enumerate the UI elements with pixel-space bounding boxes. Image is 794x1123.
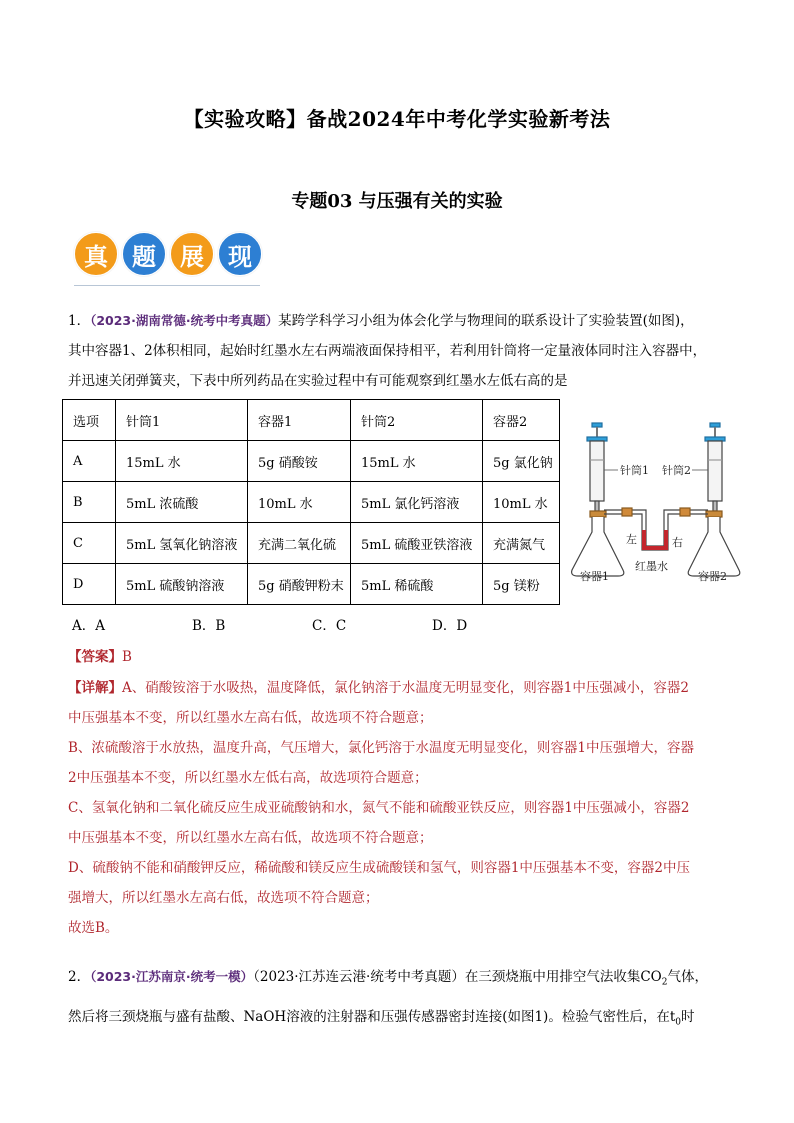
q2-stem (68, 962, 732, 1037)
banner-char-1: 真 (74, 232, 118, 276)
table-cell: 5g 镁粉 (483, 564, 560, 605)
label-syringe1: 针筒1 (620, 464, 649, 477)
q2-line2-b: 时 (681, 1008, 695, 1025)
options-table (62, 399, 560, 605)
banner-underline (74, 285, 260, 286)
table-row (63, 523, 560, 564)
banner-char-4: 现 (218, 232, 262, 276)
q1-stem-line2: 其中容器1、2体积相同，起始时红墨水左右两端液面保持相平，若利用针筒将一定量液体同时注入容器中， (68, 343, 707, 359)
detail-line: B、浓硫酸溶于水放热，温度升高，气压增大，氯化钙溶于水温度无明显变化，则容器1中压强增大，容器 (68, 740, 695, 756)
q2-stem-a: （2023·江苏连云港·统考中考真题）在三颈烧瓶中用排空气法收集 (253, 969, 641, 985)
table-cell: 充满二氧化硫 (248, 523, 351, 564)
apparatus-figure (560, 420, 760, 590)
table-cell: 充满氮气 (483, 523, 560, 564)
q1-detail (68, 673, 732, 943)
table-cell: 15mL 水 (351, 441, 483, 482)
label-syringe2: 针筒2 (662, 464, 691, 477)
table-header-cell: 针筒1 (116, 400, 248, 441)
table-row (63, 564, 560, 605)
detail-line: 中压强基本不变，所以红墨水左高右低，故选项不符合题意； (68, 830, 433, 846)
table-cell: 10mL 水 (483, 482, 560, 523)
sub-title: 专题03 与压强有关的实验 (291, 191, 503, 212)
banner-char-3: 展 (170, 232, 214, 276)
q1-number: 1． (68, 313, 91, 329)
answer-value: B (122, 649, 132, 665)
q1-stem (68, 306, 732, 396)
table-cell: 5mL 浓硫酸 (116, 482, 248, 523)
detail-line: 强增大，所以红墨水左高右低，故选项不符合题意； (68, 890, 379, 906)
label-container1: 容器1 (580, 570, 609, 583)
table-header-cell: 针筒2 (351, 400, 483, 441)
answer-label: 【答案】 (68, 649, 122, 665)
label-ink: 红墨水 (635, 560, 668, 573)
table-cell: B (63, 482, 116, 523)
table-cell: 5mL 硫酸钠溶液 (116, 564, 248, 605)
table-header-row (63, 400, 560, 441)
main-title: 【实验攻略】备战2024年中考化学实验新考法 (183, 107, 611, 131)
table-cell: 5g 氯化钠 (483, 441, 560, 482)
choice-c: C．C (312, 618, 347, 634)
q2-source: （2023·江苏南京·统考一模） (90, 969, 254, 984)
detail-line: D、硫酸钠不能和硝酸钾反应，稀硫酸和镁反应生成硫酸镁和氢气，则容器1中压强基本不变，容器2中压 (68, 860, 691, 876)
table-header-cell: 选项 (63, 400, 116, 441)
choice-b: B．B (192, 618, 226, 634)
table-row (63, 441, 560, 482)
choice-d: D．D (432, 618, 468, 634)
table-cell: 5mL 氢氧化钠溶液 (116, 523, 248, 564)
table-cell: 15mL 水 (116, 441, 248, 482)
table-cell: 5mL 稀硫酸 (351, 564, 483, 605)
detail-line: 2中压强基本不变，所以红墨水左低右高，故选项符合题意； (68, 770, 428, 786)
label-container2: 容器2 (698, 570, 727, 583)
detail-conclusion: 故选B。 (68, 920, 119, 936)
table-cell: 5mL 硫酸亚铁溶液 (351, 523, 483, 564)
table-cell: 10mL 水 (248, 482, 351, 523)
t0-symbol: $t_0$ (669, 1008, 681, 1028)
table-header-cell: 容器1 (248, 400, 351, 441)
q2-number: 2． (68, 969, 91, 985)
detail-line: C、氢氧化钠和二氧化硫反应生成亚硫酸钠和水，氮气不能和硫酸亚铁反应，则容器1中压强减小，容器2 (68, 800, 690, 816)
q1-stem-line3: 并迅速关闭弹簧夹，下表中所列药品在实验过程中有可能观察到红墨水左低右高的是 (68, 373, 568, 389)
table-header-cell: 容器2 (483, 400, 560, 441)
section-banner (74, 232, 262, 276)
table-cell: 5mL 氯化钙溶液 (351, 482, 483, 523)
detail-line: 中压强基本不变，所以红墨水左高右低，故选项不符合题意； (68, 710, 433, 726)
q1-stem-line1: 某跨学科学习小组为体会化学与物理间的联系设计了实验装置(如图)， (278, 313, 694, 329)
label-left: 左 (626, 533, 637, 546)
table-cell: D (63, 564, 116, 605)
q2-stem-b: 气体， (667, 969, 708, 985)
table-cell: A (63, 441, 116, 482)
banner-char-2: 题 (122, 232, 166, 276)
q1-answer (68, 642, 732, 672)
co2-formula: $CO_2$ (640, 969, 668, 988)
q2-line2-a: 然后将三颈烧瓶与盛有盐酸、NaOH溶液的注射器和压强传感器密封连接(如图1)。检验气密性后，在 (68, 1008, 670, 1025)
q1-choices (72, 614, 552, 634)
table-cell: 5g 硝酸钾粉末 (248, 564, 351, 605)
table-row (63, 482, 560, 523)
choice-a: A．A (72, 618, 105, 634)
label-right: 右 (672, 536, 683, 549)
table-cell: 5g 硝酸铵 (248, 441, 351, 482)
table-cell: C (63, 523, 116, 564)
detail-label: 【详解】 (68, 680, 122, 696)
detail-line: A、硝酸铵溶于水吸热，温度降低，氯化钠溶于水温度无明显变化，则容器1中压强减小，容器2 (122, 680, 689, 696)
q1-source: （2023·湖南常德·统考中考真题） (90, 313, 279, 328)
